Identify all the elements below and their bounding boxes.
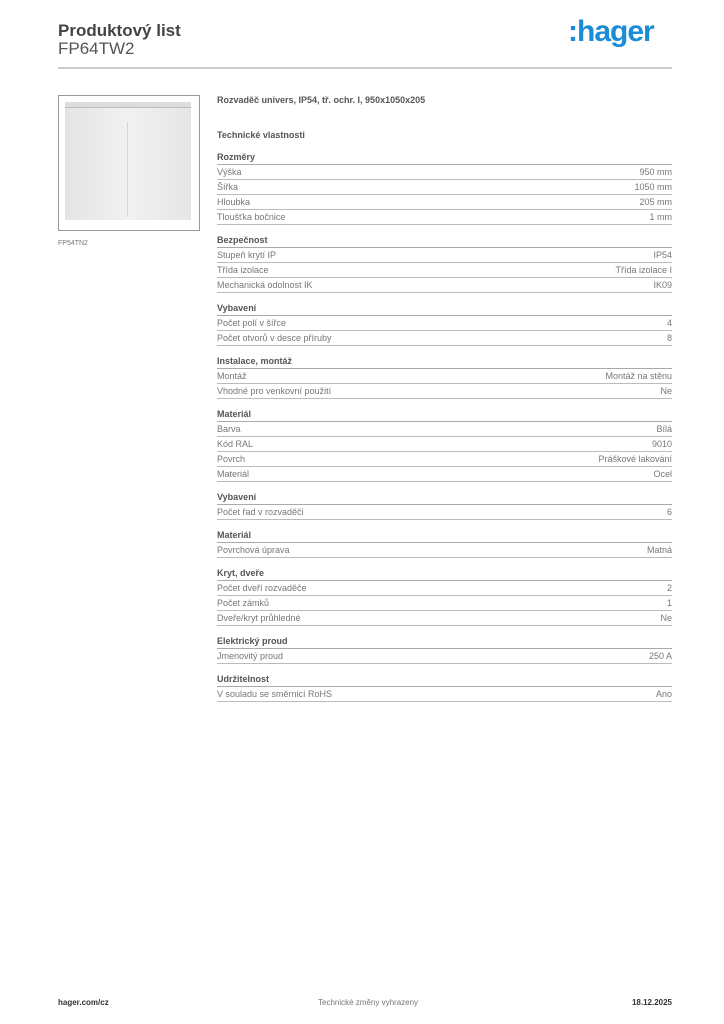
spec-row (217, 687, 672, 702)
spec-value: 1050 mm (634, 182, 672, 192)
spec-value: Bílá (656, 424, 672, 434)
spec-row (217, 278, 672, 293)
spec-value: IP54 (653, 250, 672, 260)
spec-value: Ne (660, 613, 672, 623)
spec-label: Stupeň krytí IP (217, 250, 277, 260)
product-title: Rozvaděč univers, IP54, tř. ochr. I, 950x1050x205 (217, 95, 426, 105)
spec-value: 8 (666, 333, 672, 343)
section-heading: Vybavení (217, 491, 672, 505)
spec-value: 1 (666, 598, 672, 608)
section-heading: Bezpečnost (217, 234, 672, 248)
spec-label: Tloušťka bočnice (217, 212, 286, 222)
spec-section (217, 567, 672, 626)
spec-label: Vhodné pro venkovní použití (217, 386, 332, 396)
spec-row (217, 195, 672, 210)
spec-area (217, 95, 672, 702)
spec-label: Montáž (217, 371, 247, 381)
spec-section (217, 234, 672, 293)
spec-label: Počet dveří rozvaděče (217, 583, 307, 593)
spec-section (217, 408, 672, 482)
header-divider (58, 67, 672, 69)
spec-label: Počet polí v šířce (217, 318, 287, 328)
spec-value: Ne (660, 386, 672, 396)
spec-row (217, 165, 672, 180)
spec-value: 250 A (648, 651, 672, 661)
spec-value: 2 (666, 583, 672, 593)
section-heading: Materiál (217, 408, 672, 422)
spec-value: 9010 (651, 439, 672, 449)
spec-label: Výška (217, 167, 242, 177)
spec-row (217, 263, 672, 278)
spec-row (217, 384, 672, 399)
footer-note: Technické změny vyhrazeny (318, 998, 419, 1007)
spec-value: Práškové lakování (598, 454, 672, 464)
spec-value: 950 mm (639, 167, 672, 177)
spec-label: Materiál (217, 469, 250, 479)
footer-date: 18.12.2025 (631, 998, 672, 1007)
spec-row (217, 210, 672, 225)
spec-label: Počet zámků (217, 598, 270, 608)
spec-row (217, 611, 672, 626)
footer-url[interactable]: hager.com/cz (58, 998, 109, 1007)
spec-value: Matná (646, 545, 672, 555)
spec-label: Počet otvorů v desce příruby (217, 333, 332, 343)
image-caption: FP54TN2 (58, 240, 88, 247)
spec-label: Mechanická odolnost IK (217, 280, 313, 290)
section-heading: Elektrický proud (217, 635, 672, 649)
section-heading: Kryt, dveře (217, 567, 672, 581)
spec-section (217, 635, 672, 664)
section-heading: Vybavení (217, 302, 672, 316)
spec-value: 205 mm (639, 197, 672, 207)
product-code: FP64TW2 (58, 39, 135, 58)
spec-value: Ocel (653, 469, 672, 479)
hager-logo: :hager (568, 15, 654, 48)
spec-label: Počet řad v rozvaděči (217, 507, 304, 517)
spec-value: 1 mm (649, 212, 672, 222)
spec-label: Šířka (217, 182, 239, 192)
spec-label: Jmenovitý proud (217, 651, 284, 661)
spec-label: V souladu se směrnicí RoHS (217, 689, 333, 699)
section-heading: Materiál (217, 529, 672, 543)
section-heading: Udržitelnost (217, 673, 672, 687)
spec-row (217, 180, 672, 195)
spec-section (217, 491, 672, 520)
spec-value: 4 (666, 318, 672, 328)
spec-value: IK09 (653, 280, 672, 290)
spec-row (217, 581, 672, 596)
spec-section (217, 302, 672, 346)
spec-row (217, 543, 672, 558)
spec-section (217, 151, 672, 225)
spec-section (217, 673, 672, 702)
spec-label: Hloubka (217, 197, 251, 207)
spec-label: Barva (217, 424, 241, 434)
spec-sections (217, 151, 672, 702)
spec-value: Třída izolace I (615, 265, 672, 275)
spec-value: Ano (655, 689, 672, 699)
spec-row (217, 248, 672, 263)
product-image (58, 95, 200, 231)
page-title: Produktový list (58, 21, 181, 40)
spec-label: Povrch (217, 454, 246, 464)
spec-label: Povrchová úprava (217, 545, 290, 555)
spec-row (217, 452, 672, 467)
spec-section (217, 355, 672, 399)
spec-value: 6 (666, 507, 672, 517)
tech-heading: Technické vlastnosti (217, 130, 305, 140)
section-heading: Instalace, montáž (217, 355, 672, 369)
spec-row (217, 596, 672, 611)
spec-label: Kód RAL (217, 439, 254, 449)
section-heading: Rozměry (217, 151, 672, 165)
spec-row (217, 316, 672, 331)
spec-row (217, 649, 672, 664)
spec-row (217, 505, 672, 520)
spec-row (217, 331, 672, 346)
spec-row (217, 369, 672, 384)
spec-section (217, 529, 672, 558)
spec-label: Třída izolace (217, 265, 269, 275)
spec-row (217, 422, 672, 437)
spec-label: Dveře/kryt průhledné (217, 613, 301, 623)
spec-value: Montáž na stěnu (605, 371, 672, 381)
spec-row (217, 437, 672, 452)
spec-row (217, 467, 672, 482)
